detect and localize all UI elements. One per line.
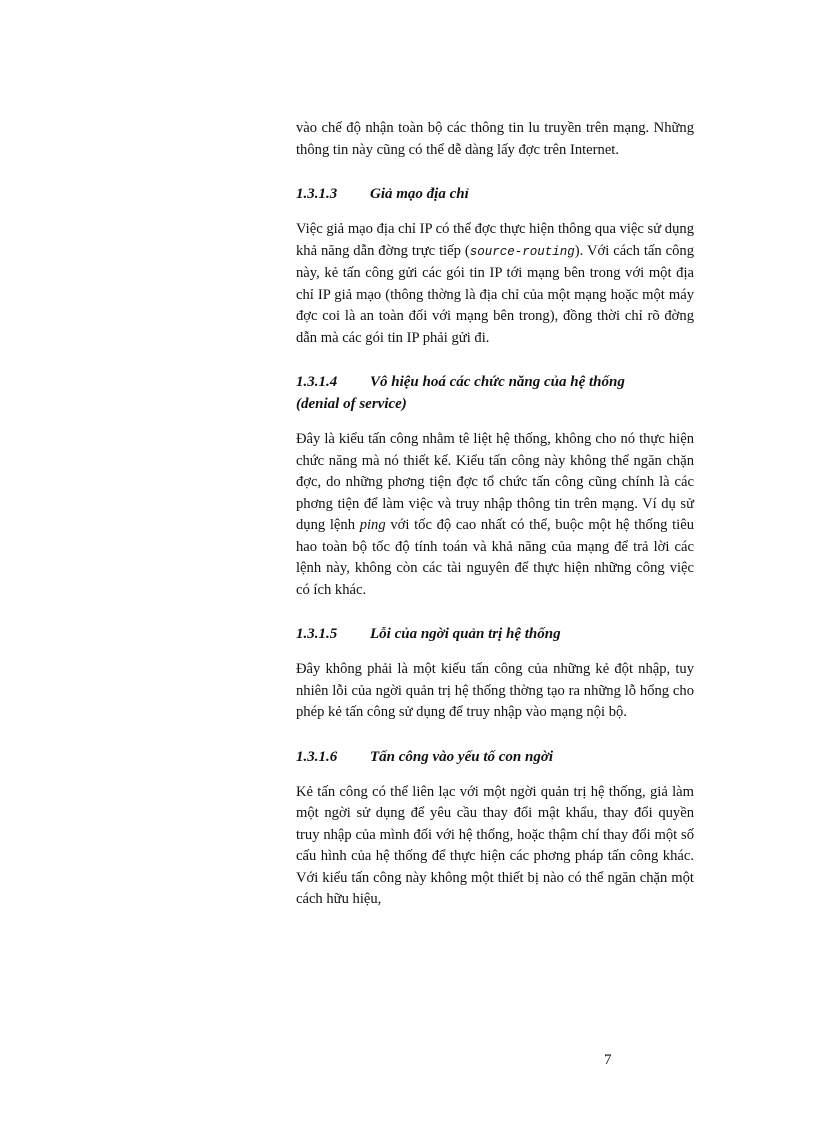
section-title: Vô hiệu hoá các chức năng của hệ thống bbox=[370, 374, 625, 390]
intro-paragraph: vào chế độ nhận toàn bộ các thông tin lu truyền trên mạng. Những thông tin này cũng có thể dễ dàng lấy đợc trên Internet. bbox=[296, 120, 694, 158]
paragraph-text: ). Với cách tấn công này, kẻ tấn công gửi các gói tin IP tới mạng bên trong với một địa chỉ IP giả mạo (thông thờng là địa chỉ của một mạng hoặc một máy đợc coi là an toàn đối với mạng bên trong), đồng thời chỉ rõ đờng dẫn mà các gói tin IP phải gửi đi. bbox=[296, 242, 695, 346]
term-ping: ping bbox=[359, 517, 386, 533]
section-heading-1-3-1-5 bbox=[296, 623, 694, 645]
paragraph-text: Đây là kiểu tấn công nhằm tê liệt hệ thống, không cho nó thực hiện chức năng mà nó thiết kế. Kiểu tấn công này không thể ngăn chặn đợc, do những phơng tiện đợc tổ chức tấn công cũng chính là các phơng tiện để làm việc và truy nhập thông tin trên mạng. Ví dụ sử dụng lệnh bbox=[296, 431, 694, 533]
section-heading-1-3-1-6 bbox=[296, 746, 694, 768]
document-body bbox=[296, 118, 694, 911]
section-number: 1.3.1.3 bbox=[296, 186, 338, 202]
section-heading-1-3-1-4 bbox=[296, 371, 694, 415]
section-number: 1.3.1.5 bbox=[296, 626, 338, 642]
section-title: Giả mạo địa chỉ bbox=[370, 186, 469, 202]
section-paragraph-1-3-1-3 bbox=[296, 219, 694, 349]
term-source-routing: source-routing bbox=[469, 244, 575, 259]
section-paragraph-1-3-1-4 bbox=[296, 429, 694, 601]
section-title: Tấn công vào yếu tố con ngời bbox=[370, 748, 554, 765]
section-paragraph-1-3-1-6: Kẻ tấn công có thể liên lạc với một ngời quản trị hệ thống, giả làm một ngời sử dụng để yêu cầu thay đổi mật khẩu, thay đổi quyền truy nhập của mình đối với hệ thống, hoặc thậm chí thay đổi một số cấu hình của hệ thống để thực hiện các phơng pháp tấn công khác. Với kiểu tấn công này không một thiết bị nào có thể ngăn chặn một cách hữu hiệu, bbox=[296, 783, 694, 907]
paragraph-text: với tốc độ cao nhất có thể, buộc một hệ thống tiêu hao toàn bộ tốc độ tính toán và khả năng của mạng để trả lời các lệnh này, không còn các tài nguyên để thực hiện những công việc có ích khác. bbox=[296, 517, 694, 598]
section-number: 1.3.1.6 bbox=[296, 748, 338, 765]
section-title-line2: (denial of service) bbox=[296, 396, 407, 412]
section-heading-1-3-1-3 bbox=[296, 183, 694, 205]
section-number: 1.3.1.4 bbox=[296, 374, 338, 390]
page-number: 7 bbox=[604, 1052, 612, 1068]
paragraph-text: Việc giả mạo địa chỉ IP có thể đợc thực hiện thông qua việc sử dụng khả năng dẫn đờng trực tiếp ( bbox=[296, 221, 694, 259]
section-title: Lỗi của ngời quản trị hệ thống bbox=[370, 626, 561, 642]
section-paragraph-1-3-1-5: Đây không phải là một kiểu tấn công của những kẻ đột nhập, tuy nhiên lỗi của ngời quản trị hệ thống thờng tạo ra những lỗ hổng cho phép kẻ tấn công sử dụng để truy nhập vào mạng nội bộ. bbox=[296, 661, 694, 720]
